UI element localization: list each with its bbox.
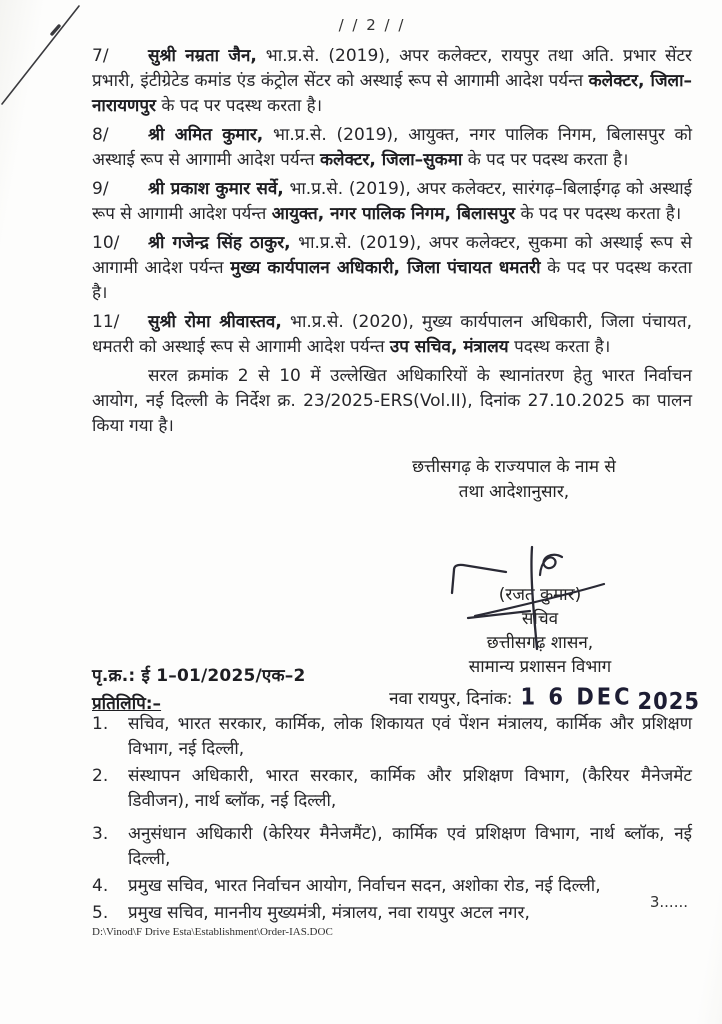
order-serial: 8/	[92, 125, 109, 145]
copy-item-text: अनुसंधान अधिकारी (केरियर मैनेजमैंट), कार्मिक एवं प्रशिक्षण विभाग, नार्थ ब्लॉक, नई दिल्ली,	[128, 824, 692, 869]
officer-name: सुश्री रोमा श्रीवास्तव,	[148, 312, 282, 332]
order-text: भा.प्र.से. (2020), मुख्य कार्यपालन अधिकारी, जिला पंचायत, धमतरी को अस्थाई रूप से आगामी आदेश पर्यन्त	[92, 312, 692, 357]
new-posting: कलेक्टर, जिला–सुकमा	[319, 150, 463, 170]
compliance-paragraph: सरल क्रमांक 2 से 10 में उल्लेखित अधिकारियों के स्थानांतरण हेतु भारत निर्वाचन आयोग, नई दिल्ली के निर्देश क्र. 23/2025-ERS(Vol.II), दिनांक 27.10.2025 का पालन किया गया है।	[92, 366, 692, 436]
order-text-tail: के पद पर पदस्थ करता है।	[462, 150, 629, 170]
order-text-tail: के पद पर पदस्थ करता है।	[515, 204, 682, 224]
order-text: भा.प्र.से. (2019), अपर कलेक्टर, सुकमा को अस्थाई रूप से आगामी आदेश पर्यन्त	[92, 233, 692, 278]
order-serial: 7/	[92, 46, 109, 66]
officer-name: श्री गजेन्द्र सिंह ठाकुर,	[148, 233, 291, 253]
copy-item-text: प्रमुख सचिव, भारत निर्वाचन आयोग, निर्वाचन सदन, अशोका रोड, नई दिल्ली,	[128, 876, 601, 896]
order-paragraph-11	[92, 310, 692, 360]
copy-item-number: 4.	[92, 876, 109, 896]
signatory-org-line1: छत्तीसगढ़ शासन,	[486, 633, 594, 653]
copy-list-item	[92, 764, 692, 814]
place-date-label: नवा रायपुर, दिनांक:	[389, 689, 513, 709]
order-text: भा.प्र.से. (2019), आयुक्त, नगर पालिक निगम, बिलासपुर को अस्थाई रूप से आगामी आदेश पर्यन्त	[92, 125, 692, 170]
date-stamp: 1 6 DEC 2025	[520, 684, 700, 715]
file-path-footer: D:\Vinod\F Drive Esta\Establishment\Order-IAS.DOC	[92, 926, 333, 938]
copy-to-heading: प्रतिलिपि:–	[92, 694, 162, 714]
authority-line-2: तथा आदेशानुसार,	[458, 482, 570, 502]
reference-number: पृ.क्र.: ई 1–01/2025/एक–2	[92, 666, 306, 686]
new-posting: कलेक्टर, जिला–नारायणपुर	[92, 71, 692, 116]
officer-name: सुश्री नम्रता जैन,	[148, 46, 257, 66]
order-serial: 11/	[92, 312, 120, 332]
order-paragraph-9	[92, 177, 692, 227]
signatory-designation: सचिव	[521, 609, 559, 629]
copy-distribution-list	[92, 712, 692, 928]
continuation-mark: 3......	[649, 893, 688, 911]
copy-item-text: प्रमुख सचिव, माननीय मुख्यमंत्री, मंत्रालय, नवा रायपुर अटल नगर,	[128, 903, 530, 923]
date-stamp-year: 2025	[637, 688, 700, 715]
document-body	[0, 0, 722, 505]
copy-item-number: 2.	[92, 766, 109, 786]
new-posting: आयुक्त, नगर पालिक निगम, बिलासपुर	[271, 204, 516, 224]
order-text-tail: के पद पर पदस्थ करता है।	[92, 258, 693, 303]
order-text-tail: के पद पर पदस्थ करता है।	[155, 96, 323, 116]
copy-item-number: 3.	[92, 824, 109, 844]
order-serial: 10/	[92, 233, 120, 253]
signature-block	[380, 545, 700, 715]
signatory-name: (रजत कुमार)	[498, 585, 582, 605]
copy-item-text: सचिव, भारत सरकार, कार्मिक, लोक शिकायत एवं पेंशन मंत्रालय, कार्मिक और प्रशिक्षण विभाग, नई दिल्ली,	[128, 714, 692, 759]
order-paragraph-10	[92, 231, 692, 306]
copy-item-text: संस्थापन अधिकारी, भारत सरकार, कार्मिक और प्रशिक्षण विभाग, (कैरियर मैनेजमेंट डिवीजन), नार्थ ब्लॉक, नई दिल्ली,	[128, 766, 692, 811]
copy-item-number: 5.	[92, 903, 109, 923]
copy-list-item	[92, 822, 692, 872]
place-date-row	[380, 684, 700, 715]
order-text: भा.प्र.से. (2019), अपर कलेक्टर, रायपुर तथा अति. प्रभार सेंटर प्रभारी, इंटीग्रेटेड कमांड एंड कंट्रोल सेंटर को अस्थाई रूप से आगामी आदेश पर्यन्त	[92, 46, 692, 91]
order-serial: 9/	[92, 179, 109, 199]
order-paragraph-7	[92, 44, 692, 119]
order-text: भा.प्र.से. (2019), अपर कलेक्टर, सारंगढ़–बिलाईगढ़ को अस्थाई रूप से आगामी आदेश पर्यन्त	[92, 179, 692, 224]
officer-name: श्री प्रकाश कुमार सर्वे,	[148, 179, 284, 199]
page-number: / / 2 / /	[338, 16, 406, 34]
new-posting: मुख्य कार्यपालन अधिकारी, जिला पंचायत धमतरी	[230, 258, 541, 278]
officer-name: श्री अमित कुमार,	[148, 125, 264, 145]
order-paragraph-8	[92, 123, 692, 173]
copy-list-item	[92, 874, 692, 899]
copy-item-number: 1.	[92, 714, 109, 734]
copy-list-item	[92, 901, 692, 926]
authority-line-1: छत्तीसगढ़ के राज्यपाल के नाम से	[412, 457, 616, 477]
signatory-org-line2: सामान्य प्रशासन विभाग	[468, 657, 612, 677]
copy-list-item	[92, 712, 692, 762]
authority-block	[364, 455, 664, 505]
new-posting: उप सचिव, मंत्रालय	[389, 337, 509, 357]
order-text-tail: पदस्थ करता है।	[508, 337, 611, 357]
reference-block	[92, 663, 306, 714]
